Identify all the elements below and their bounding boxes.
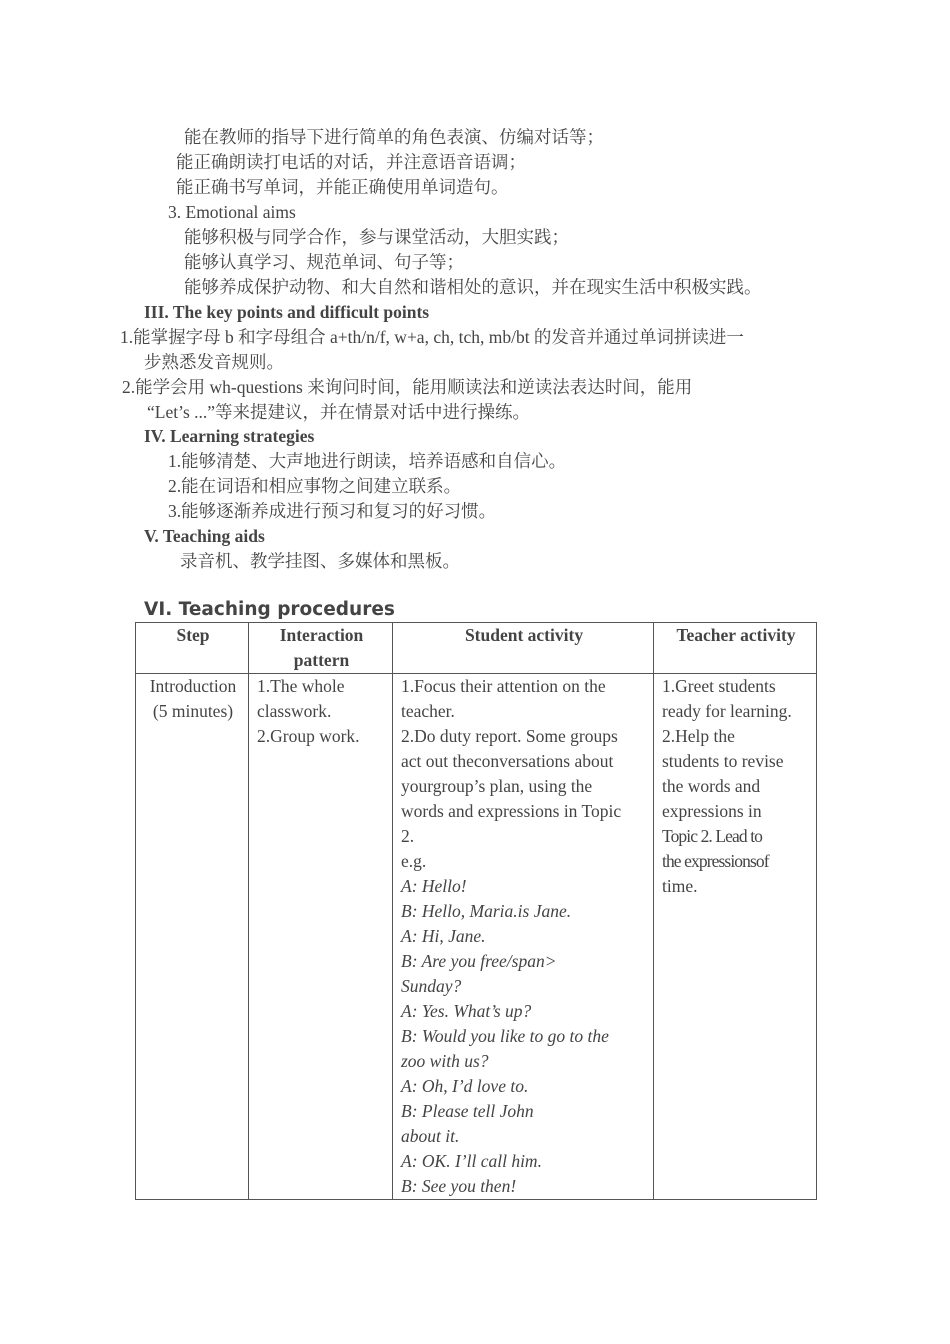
step-duration: (5 minutes) [152, 701, 234, 721]
procedures-table [135, 622, 817, 1200]
emotional-line-1: 能够积极与同学合作，参与课堂活动，大胆实践； [184, 227, 569, 247]
strategy-1: 1.能够清楚、大声地进行朗读，培养语感和自信心。 [168, 451, 567, 471]
teacher-activity-cell [654, 674, 817, 1200]
teacher-line: 2.Help the [662, 726, 735, 746]
teacher-line: the words and [662, 776, 761, 796]
teacher-line: students to revise [662, 751, 784, 771]
student-activity-cell [393, 674, 654, 1200]
emotional-line-2: 能够认真学习、规范单词、句子等； [184, 252, 464, 272]
key-point-1-line-b: 步熟悉发音规则。 [144, 352, 284, 372]
student-line: 2.Do duty report. Some groups [401, 726, 618, 746]
aids-text: 录音机、教学挂图、多媒体和黑板。 [180, 551, 460, 571]
col-header-interaction: Interaction pattern [249, 623, 393, 674]
emotional-aims-heading: 3. Emotional aims [168, 202, 296, 222]
emotional-line-3: 能够养成保护动物、和大自然和谐相处的意识，并在现实生活中积极实践。 [184, 277, 762, 297]
student-line: e.g. [401, 851, 427, 871]
dialogue-line: B: See you then! [401, 1176, 517, 1196]
dialogue-line: B: Would you like to go to the [401, 1026, 609, 1046]
dialogue-line: B: Please tell John [401, 1101, 534, 1121]
strategies-heading: IV. Learning strategies [144, 426, 315, 446]
key-point-1-line-a: 1.能掌握字母 b 和字母组合 a+th/n/f, w+a, ch, tch, mb/bt 的发音并通过单词拼读进一 [120, 327, 744, 347]
student-line: yourgroup’s plan, using the [401, 776, 593, 796]
interaction-line: classwork. [257, 701, 332, 721]
student-line: act out theconversations about [401, 751, 614, 771]
dialogue-line: A: Hello! [401, 876, 467, 896]
interaction-line: 2.Group work. [257, 726, 360, 746]
dialogue-line: about it. [401, 1126, 460, 1146]
strategy-2: 2.能在词语和相应事物之间建立联系。 [168, 476, 462, 496]
teacher-line: time. [662, 876, 698, 896]
aids-heading: V. Teaching aids [144, 526, 265, 546]
key-points-heading: III. The key points and difficult points [144, 302, 430, 322]
student-line: 2. [401, 826, 415, 846]
dialogue-line: B: Are you free/span> [401, 951, 557, 971]
student-line: teacher. [401, 701, 455, 721]
interaction-line: 1.The whole [257, 676, 345, 696]
interaction-cell [249, 674, 393, 1200]
step-cell [136, 674, 249, 1200]
step-name: Introduction [149, 676, 237, 696]
table-header-row [136, 623, 817, 674]
dialogue-line: zoo with us? [401, 1051, 489, 1071]
teacher-line: 1.Greet students [662, 676, 776, 696]
skill-line-3: 能正确书写单词，并能正确使用单词造句。 [176, 177, 509, 197]
student-line: 1.Focus their attention on the [401, 676, 606, 696]
table-row [136, 674, 817, 1200]
dialogue-line: A: Hi, Jane. [401, 926, 486, 946]
col-header-step: Step [136, 623, 249, 674]
procedures-heading: VI. Teaching procedures [144, 599, 395, 620]
teacher-line: the expressionsof [662, 851, 769, 871]
col-header-teacher: Teacher activity [654, 623, 817, 674]
teacher-line: ready for learning. [662, 701, 792, 721]
dialogue-line: A: Yes. What’s up? [401, 1001, 532, 1021]
key-point-2-line-b: “Let’s ...”等来提建议，并在情景对话中进行操练。 [147, 402, 531, 422]
dialogue-line: Sunday? [401, 976, 462, 996]
strategy-3: 3.能够逐渐养成进行预习和复习的好习惯。 [168, 501, 497, 521]
student-line: words and expressions in Topic [401, 801, 622, 821]
teacher-line: Topic 2. Lead to [662, 826, 763, 846]
skill-line-2: 能正确朗读打电话的对话，并注意语音语调； [176, 152, 526, 172]
skill-line-1: 能在教师的指导下进行简单的角色表演、仿编对话等； [184, 127, 604, 147]
teacher-line: expressions in [662, 801, 762, 821]
dialogue-line: A: Oh, I’d love to. [401, 1076, 529, 1096]
dialogue-line: A: OK. I’ll call him. [401, 1151, 542, 1171]
dialogue-line: B: Hello, Maria.is Jane. [401, 901, 572, 921]
col-header-student: Student activity [393, 623, 654, 674]
key-point-2-line-a: 2.能学会用 wh-questions 来询问时间，能用顺读法和逆读法表达时间，能用 [122, 377, 693, 397]
